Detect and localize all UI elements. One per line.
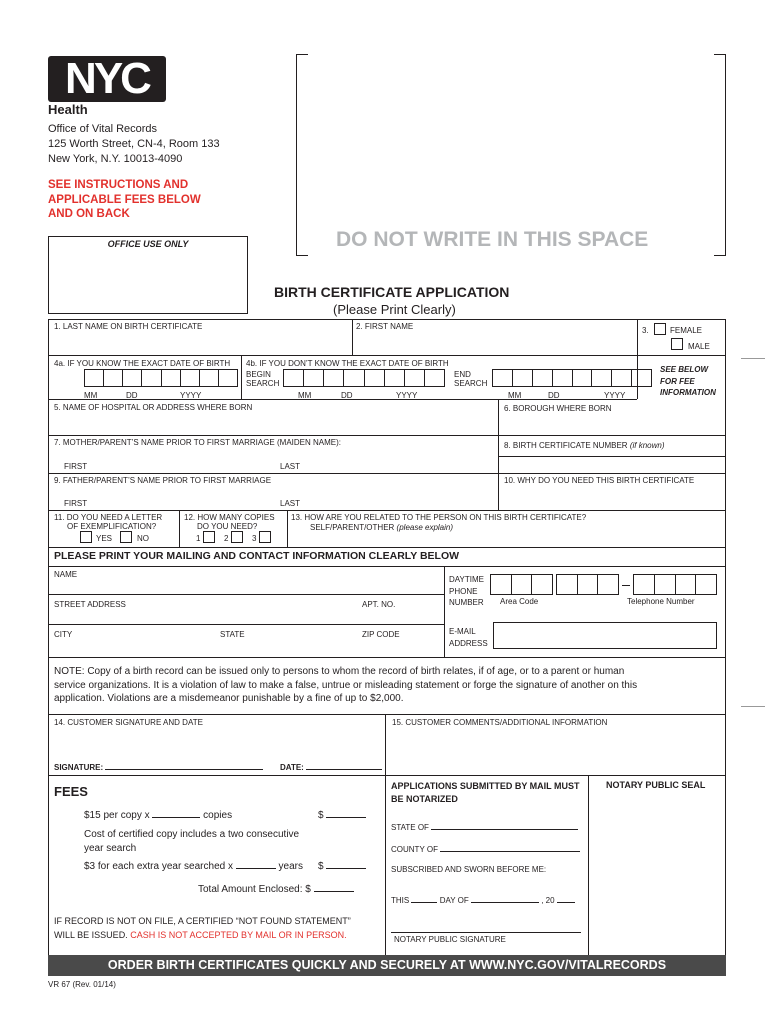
begin-mm: MM [298,391,312,400]
tel-number-label: Telephone Number [627,597,695,606]
end-yyyy: YYYY [604,391,626,400]
email-label: E-MAIL ADDRESS [449,627,488,648]
street-field[interactable] [50,608,442,623]
begin-search-label: SEARCH [246,379,280,388]
relationship-field[interactable] [289,533,724,546]
copies-1-label: 1 [196,534,201,543]
notarize-heading: APPLICATIONS SUBMITTED BY MAIL MUST BE NOTARIZED [391,781,580,804]
reason-field[interactable] [500,486,724,509]
copies-3-label: 3 [252,534,257,543]
copies-3-checkbox[interactable] [259,531,271,543]
sex-number: 3. [642,326,649,335]
comments-field[interactable] [387,728,724,774]
father-name-field[interactable] [50,485,496,499]
fees-title: FEES [54,784,88,799]
date-line[interactable]: DATE: [280,761,382,772]
county-of-line[interactable]: COUNTY OF [391,843,580,854]
exemplification-no-checkbox[interactable] [120,531,132,543]
signature-line[interactable]: SIGNATURE: [54,761,263,772]
last-name-label: 1. LAST NAME ON BIRTH CERTIFICATE [54,322,203,331]
mailing-name-label: NAME [54,570,78,579]
state-label: STATE [220,630,245,639]
health-label: Health [48,102,88,117]
comments-label: 15. CUSTOMER COMMENTS/ADDITIONAL INFORMATION [392,718,608,727]
form-title: BIRTH CERTIFICATE APPLICATION [274,284,510,300]
no-label: NO [137,534,149,543]
form-number: VR 67 (Rev. 01/14) [48,980,116,989]
male-checkbox[interactable] [671,338,683,350]
zip-label: ZIP CODE [362,630,400,639]
cert-number-field[interactable] [500,457,724,472]
form-subtitle: (Please Print Clearly) [333,302,456,317]
father-first-label: FIRST [64,499,88,508]
office-name: Office of Vital Records [48,123,158,135]
exact-date-boxes[interactable] [84,369,238,387]
begin-yyyy: YYYY [396,391,418,400]
dd-label: DD [126,391,138,400]
relationship-label: 13. HOW ARE YOU RELATED TO THE PERSON ON THIS BIRTH CERTIFICATE? [291,513,587,522]
phone-line-boxes[interactable] [633,574,717,595]
range-date-label: 4b. IF YOU DON’T KNOW THE EXACT DATE OF BIRTH [246,359,449,368]
office-use-label: OFFICE USE ONLY [107,239,189,249]
mm-label: MM [84,391,98,400]
mailing-name-field[interactable] [50,578,442,593]
first-name-label: 2. FIRST NAME [356,322,414,331]
mother-last-label: LAST [280,462,301,471]
office-use-box [48,236,248,314]
first-name-field[interactable] [354,332,635,354]
notary-signature-label: NOTARY PUBLIC SIGNATURE [394,935,506,944]
mother-name-field[interactable] [50,446,496,462]
city-state-zip-field[interactable] [50,638,442,656]
end-label: END [454,370,471,379]
end-date-boxes[interactable] [492,369,652,387]
copies-2-label: 2 [224,534,229,543]
certified-note: Cost of certified copy includes a two consecutive year search [84,829,300,854]
logo-tm: ™ [160,58,166,64]
sworn-label: SUBSCRIBED AND SWORN BEFORE ME: [391,865,547,874]
notary-seal-area [590,792,724,954]
end-mm: MM [508,391,522,400]
per-copy-line[interactable]: $15 per copy x copies [84,810,233,821]
this-day-line[interactable]: THIS DAY OF , 20 [391,894,575,905]
per-copy-amount[interactable]: $ [318,809,366,823]
state-of-line[interactable]: STATE OF [391,821,578,832]
see-below-fee: SEE BELOW FOR FEE INFORMATION [660,365,716,397]
street-label: STREET ADDRESS [54,600,126,609]
yes-label: YES [96,534,113,543]
exemplification-label: 11. DO YOU NEED A LETTER OF EXEMPLIFICATION? [54,513,163,532]
office-address-2: New York, N.Y. 10013-4090 [48,153,183,165]
reason-label: 10. WHY DO YOU NEED THIS BIRTH CERTIFICATE [504,476,695,485]
email-field[interactable] [493,622,717,649]
extra-year-line[interactable]: $3 for each extra year searched x years [84,861,303,872]
total-line[interactable]: Total Amount Enclosed: $ [198,883,354,897]
mother-name-label: 7. MOTHER/PARENT’S NAME PRIOR TO FIRST MARRIAGE (MAIDEN NAME): [54,438,341,447]
cert-number-label: 8. BIRTH CERTIFICATE NUMBER (if known) [504,441,665,450]
nyc-logo: NYC [48,56,166,102]
order-online-banner[interactable]: ORDER BIRTH CERTIFICATES QUICKLY AND SECURELY AT WWW.NYC.GOV/VITALRECORDS [48,955,726,976]
borough-label: 6. BOROUGH WHERE BORN [504,404,612,413]
not-found-note: IF RECORD IS NOT ON FILE, A CERTIFIED “NOT FOUND STATEMENT” WILL BE ISSUED. CASH IS NOT ACCEPTED BY MAIL OR IN PERSON. [54,916,351,940]
begin-dd: DD [341,391,353,400]
female-label: FEMALE [670,326,703,335]
area-code-boxes[interactable] [490,574,553,595]
see-instructions: SEE INSTRUCTIONS AND APPLICABLE FEES BELOW AND ON BACK [48,179,201,220]
phone-label: DAYTIME PHONE NUMBER [449,575,484,607]
end-dd: DD [548,391,560,400]
yyyy-label: YYYY [180,391,202,400]
copies-1-checkbox[interactable] [203,531,215,543]
copies-label: 12. HOW MANY COPIES DO YOU NEED? [184,513,275,532]
begin-date-boxes[interactable] [283,369,445,387]
notary-seal-label: NOTARY PUBLIC SEAL [606,780,706,790]
legal-note: NOTE: Copy of a birth record can be issued only to persons to whom the record of birth relates, if of age, or to a parent or human service organizations. It is a violation of law to make a false, untrue or misleading statement or forge the signature of another on this application. Violations are a misdemeanor punishable by a fine of up to $2,000. [54,666,638,704]
area-code-label: Area Code [500,597,539,606]
city-label: CITY [54,630,73,639]
phone-prefix-boxes[interactable] [556,574,619,595]
office-address-1: 125 Worth Street, CN-4, Room 133 [48,138,220,150]
copies-2-checkbox[interactable] [231,531,243,543]
mailing-heading: PLEASE PRINT YOUR MAILING AND CONTACT INFORMATION CLEARLY BELOW [54,550,460,562]
relationship-hint: SELF/PARENT/OTHER (please explain) [310,523,454,532]
signature-section-label: 14. CUSTOMER SIGNATURE AND DATE [54,718,203,727]
end-search-label: SEARCH [454,379,488,388]
begin-label: BEGIN [246,370,271,379]
do-not-write-area [296,54,726,256]
mother-first-label: FIRST [64,462,88,471]
hospital-label: 5. NAME OF HOSPITAL OR ADDRESS WHERE BORN [54,403,253,412]
exemplification-yes-checkbox[interactable] [80,531,92,543]
hospital-field[interactable] [50,413,496,434]
female-checkbox[interactable] [654,323,666,335]
exact-date-label: 4a. IF YOU KNOW THE EXACT DATE OF BIRTH [54,359,231,368]
do-not-write-text: DO NOT WRITE IN THIS SPACE [336,228,649,251]
male-label: MALE [688,342,710,351]
borough-field[interactable] [500,413,724,434]
father-last-label: LAST [280,499,301,508]
father-name-label: 9. FATHER/PARENT’S NAME PRIOR TO FIRST MARRIAGE [54,476,272,485]
extra-year-amount[interactable]: $ [318,860,366,874]
apt-label: APT. NO. [362,600,396,609]
last-name-field[interactable] [50,332,350,354]
